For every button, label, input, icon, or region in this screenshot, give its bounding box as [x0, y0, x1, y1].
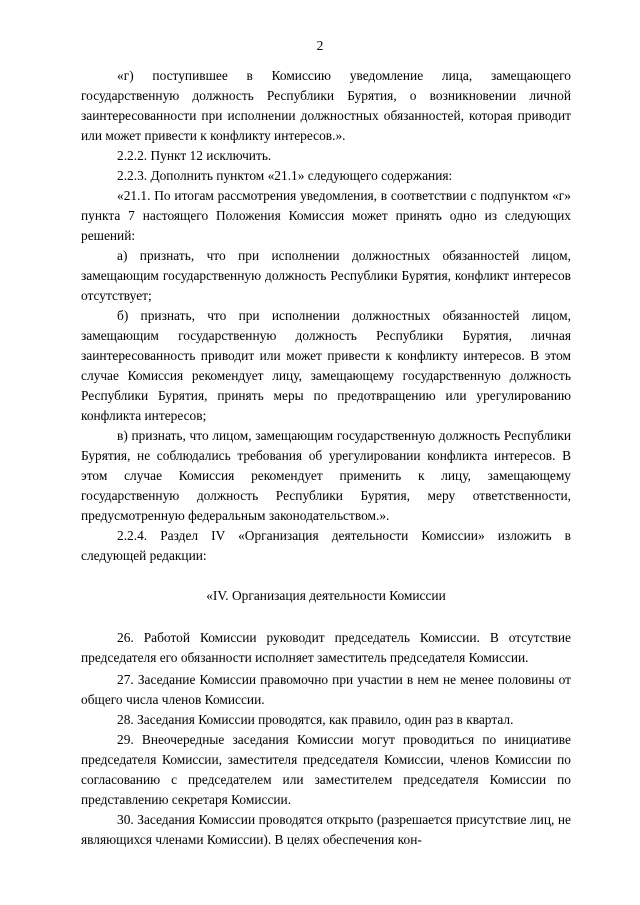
paragraph-option-v: в) признать, что лицом, замещающим государственную должность Республики Бурятия, не соблюдались требования об урегулировании конфликта интересов. В этом случае Комиссия рекомендует применить к лицу, замещающему государственную должность Республики Бурятия, меру ответственности, предусмотренную федеральным законодательством.». — [81, 428, 571, 523]
paragraph-option-a: а) признать, что при исполнении должностных обязанностей лицом, замещающим государственную должность Республики Бурятия, конфликт интересов отсутствует; — [81, 248, 571, 303]
paragraph-30: 30. Заседания Комиссии проводятся открыто (разрешается присутствие лиц, не являющихся членами Комиссии). В целях обеспечения кон- — [81, 812, 571, 847]
paragraph-2-2-4: 2.2.4. Раздел IV «Организация деятельности Комиссии» изложить в следующей редакции: — [81, 528, 571, 563]
paragraph-28: 28. Заседания Комиссии проводятся, как правило, один раз в квартал. — [117, 712, 514, 727]
paragraph-item-g: «г) поступившее в Комиссию уведомление лица, замещающего государственную должность Республики Бурятия, о возникновении личной заинтересованности при исполнении должностных обязанностей, которая приводит или может привести к конфликту интересов.». — [81, 68, 571, 143]
document-body — [81, 66, 571, 850]
paragraph-21-1: «21.1. По итогам рассмотрения уведомления, в соответствии с подпунктом «г» пункта 7 настоящего Положения Комиссия может принять одно из следующих решений: — [81, 188, 571, 243]
paragraph-option-b: б) признать, что при исполнении должностных обязанностей лицом, замещающим государственную должность Республики Бурятия, личная заинтересованность приводит или может привести к конфликту интересов. В этом случае Комиссия рекомендует лицу, замещающему государственную должность Республики Бурятия, принять меры по предотвращению или урегулированию конфликта интересов; — [81, 308, 571, 423]
paragraph-27: 27. Заседание Комиссии правомочно при участии в нем не менее половины от общего числа членов Комиссии. — [81, 672, 571, 707]
paragraph-29: 29. Внеочередные заседания Комиссии могут проводиться по инициативе председателя Комиссии, заместителя председателя Комиссии, членов Комиссии по согласованию с председателем или заместителем председателя Комиссии по представлению секретаря Комиссии. — [81, 732, 571, 807]
paragraph-26: 26. Работой Комиссии руководит председатель Комиссии. В отсутствие председателя его обязанности исполняет заместитель председателя Комиссии. — [81, 630, 571, 665]
section-heading: «IV. Организация деятельности Комиссии — [206, 588, 446, 603]
paragraph-2-2-3: 2.2.3. Дополнить пунктом «21.1» следующего содержания: — [117, 168, 453, 183]
paragraph-2-2-2: 2.2.2. Пункт 12 исключить. — [117, 148, 272, 163]
page-number: 2 — [316, 38, 324, 53]
